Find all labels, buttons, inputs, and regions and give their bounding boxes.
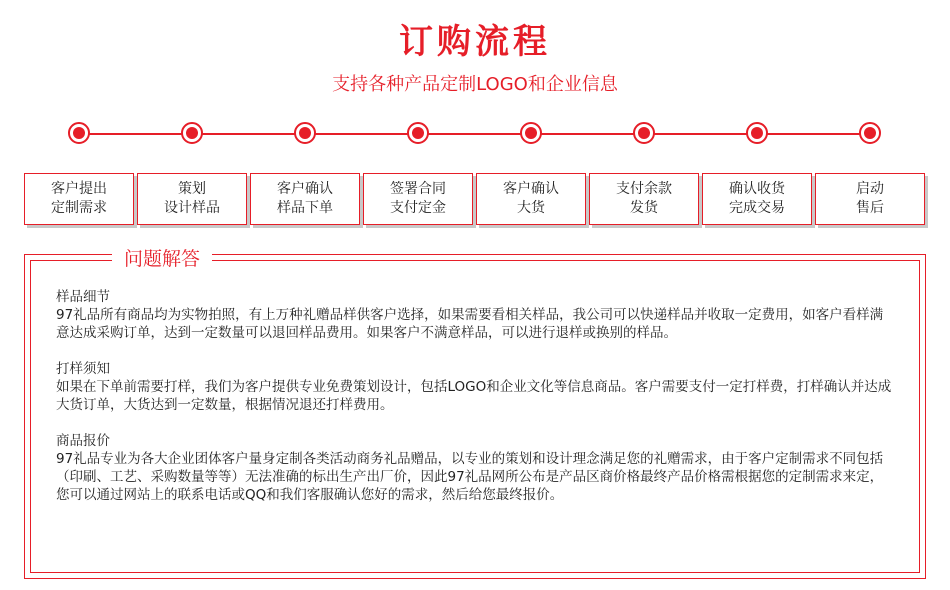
step-box-1 — [24, 173, 134, 225]
faq-heading: 问题解答 — [112, 244, 212, 271]
timeline-dot-6 — [633, 122, 655, 144]
timeline-dot-4 — [407, 122, 429, 144]
timeline-dot-8 — [859, 122, 881, 144]
faq-item-title: 打样须知 — [56, 361, 110, 377]
step-box-6 — [589, 173, 699, 225]
step-label: 确认收货 完成交易 — [729, 181, 785, 216]
faq-item-title: 样品细节 — [56, 289, 110, 305]
step-label: 策划 设计样品 — [164, 181, 220, 216]
step-box-5 — [476, 173, 586, 225]
page-title: 订购流程 — [399, 22, 551, 62]
faq-item-title: 商品报价 — [56, 433, 110, 449]
step-label: 客户提出 定制需求 — [51, 181, 107, 216]
step-box-4 — [363, 173, 473, 225]
step-label: 启动 售后 — [856, 181, 884, 216]
timeline-dot-5 — [520, 122, 542, 144]
step-box-3 — [250, 173, 360, 225]
timeline-dot-2 — [181, 122, 203, 144]
faq-item-body: 97礼品专业为各大企业团体客户量身定制各类活动商务礼品赠品，以专业的策划和设计理念满足您的礼赠需求，由于客户定制需求不同包括（印刷、工艺、采购数量等等）无法准确的标出生产出厂价，因此97礼品网所公布是产品区商价格最终产品价格需根据您的定制需求来定，您可以通过网站上的联系电话或QQ和我们客服确认您好的需求，然后给您最终报价。 — [56, 451, 884, 503]
step-box-8 — [815, 173, 925, 225]
faq-item-body: 97礼品所有商品均为实物拍照，有上万种礼赠品样供客户选择，如果需要看相关样品，我公司可以快递样品并收取一定费用，如客户看样满意达成采购订单，达到一定数量可以退回样品费用。如果客户不满意样品，可以进行退样或换别的样品。 — [56, 307, 884, 341]
step-box-2 — [137, 173, 247, 225]
faq-item-sampling-notice — [56, 360, 896, 414]
page-subtitle: 支持各种产品定制LOGO和企业信息 — [332, 74, 618, 95]
timeline-dot-7 — [746, 122, 768, 144]
step-label: 客户确认 大货 — [503, 181, 559, 216]
step-label: 签署合同 支付定金 — [390, 181, 446, 216]
faq-item-sample-details — [56, 288, 896, 342]
step-box-7 — [702, 173, 812, 225]
timeline-dot-1 — [68, 122, 90, 144]
faq-content — [56, 288, 896, 522]
faq-item-pricing — [56, 432, 896, 504]
faq-item-body: 如果在下单前需要打样，我们为客户提供专业免费策划设计，包括LOGO和企业文化等信息商品。客户需要支付一定打样费，打样确认并达成大货订单，大货达到一定数量，根据情况退还打样费用。 — [56, 379, 892, 413]
step-label: 支付余款 发货 — [616, 181, 672, 216]
step-label: 客户确认 样品下单 — [277, 181, 333, 216]
timeline-dot-3 — [294, 122, 316, 144]
